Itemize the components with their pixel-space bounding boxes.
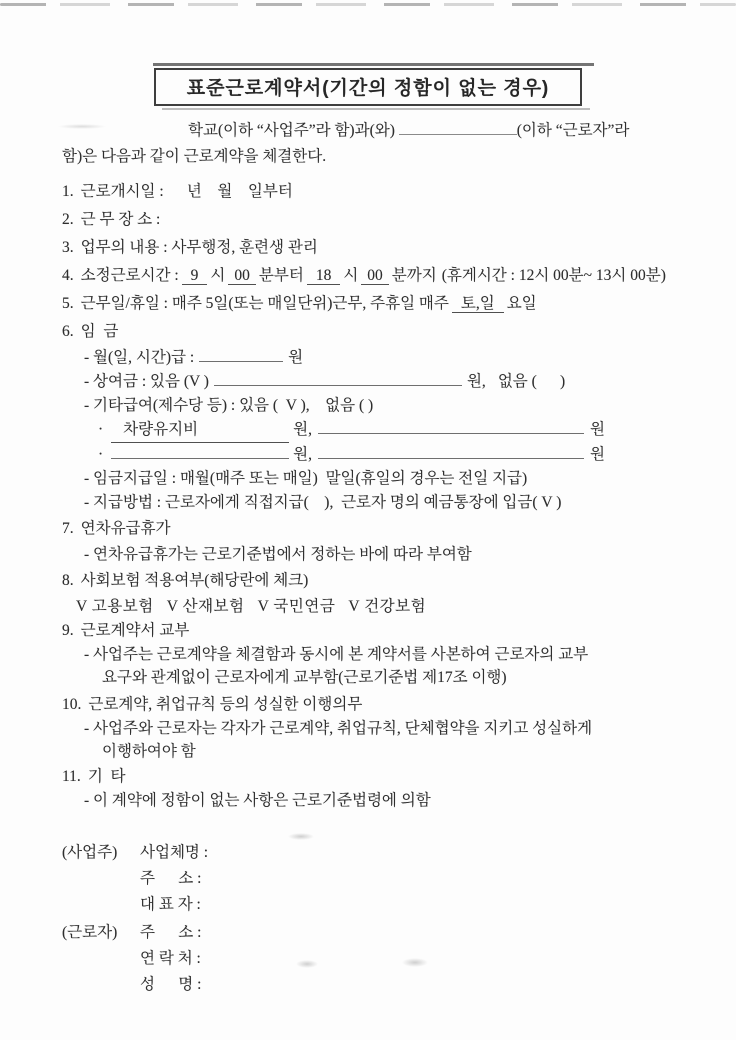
- annual-leave-detail: - 연차유급휴가는 근로기준법에서 정하는 바에 따라 부여함: [84, 546, 472, 563]
- scan-noise: [296, 960, 318, 968]
- spacer: [62, 866, 140, 892]
- end-minute-value: 00: [361, 267, 389, 285]
- employer-representative-label: 대 표 자 :: [140, 896, 201, 913]
- item-number: 9.: [62, 622, 74, 639]
- start-minute-value: 00: [228, 267, 256, 285]
- performance-detail-line-2: 이행하여야 함: [102, 743, 196, 760]
- item-label: 사회보험 적용여부(해당란에 체크): [80, 572, 309, 589]
- item-number: 11.: [62, 768, 81, 785]
- spacer: [62, 946, 140, 972]
- item-label: 근로계약, 취업규칙 등의 성실한 이행의무: [88, 696, 363, 713]
- item-number: 6.: [62, 323, 74, 340]
- item-label: 기 타: [87, 768, 126, 785]
- signature-section: [62, 840, 676, 998]
- employer-signature-row: [62, 840, 676, 866]
- insurance-checklist: V 고용보험 V 산재보험 V 국민연금 V 건강보험: [76, 598, 427, 615]
- allowance-name-value: 차량유지비: [111, 418, 289, 443]
- employer-signature-row: [62, 892, 676, 918]
- item-label: 소정근로시간 :: [80, 267, 179, 284]
- start-hour-value: 9: [182, 267, 208, 285]
- weekly-holiday-value: 토,일: [452, 295, 504, 313]
- item-number: 4.: [62, 267, 74, 284]
- intro-paragraph: [62, 118, 676, 170]
- worker-contact-label: 연 락 처 :: [140, 950, 201, 967]
- bullet-dot: ·: [98, 446, 104, 463]
- worker-signature-row: [62, 972, 676, 998]
- item-number: 5.: [62, 295, 74, 312]
- item-number: 1.: [62, 183, 74, 200]
- wage-other-row: [62, 394, 676, 418]
- wage-method-row: - 지급방법 : 근로자에게 직접지급( ), 근로자 명의 예금통장에 입금( V ): [84, 494, 562, 511]
- spacer: [62, 892, 140, 918]
- intro-line-2: 함)은 다음과 같이 근로계약을 체결한다.: [62, 148, 327, 165]
- row-label: - 상여금 : 있음 (V ): [84, 373, 209, 390]
- employer-signature-row: [62, 866, 676, 892]
- wage-payday-row: - 임금지급일 : 매월(매주 또는 매일) 말일(휴일의 경우는 전일 지급): [84, 470, 528, 487]
- wage-monthly-row: [62, 346, 676, 370]
- unit-from: 분부터: [258, 267, 304, 284]
- item-label: 임 금: [80, 323, 119, 340]
- item-number: 7.: [62, 520, 74, 537]
- allowance-amount-blank: [318, 444, 584, 459]
- employer-address-label: 주 소 :: [140, 870, 202, 887]
- item-wage: [62, 318, 676, 346]
- item-workdays-holiday: [62, 290, 676, 318]
- title-box: [154, 68, 582, 106]
- bullet-dot: ·: [98, 421, 104, 438]
- unit-hour: 시: [343, 267, 359, 284]
- intro-text-worker: (이하 “근로자”라: [516, 122, 630, 139]
- scan-noise: [288, 833, 314, 840]
- intro-text-employer: 학교(이하 “사업주”라 함)과(와): [188, 122, 399, 139]
- scan-artifact-line: [0, 3, 736, 6]
- wage-bonus-row: [62, 370, 676, 394]
- allowance-name-blank: [111, 444, 289, 459]
- performance-detail-line-1: - 사업주와 근로자는 각자가 근로계약, 취업규칙, 단체협약을 지키고 성실하게: [84, 720, 593, 737]
- document-title: 표준근로계약서(기간의 정함이 없는 경우): [186, 78, 550, 99]
- spacer: [62, 972, 140, 998]
- worker-name-blank: [399, 120, 517, 135]
- bonus-none-option: 없음 ( ): [497, 373, 566, 390]
- intro-line-1: [62, 118, 676, 144]
- allowance-row-2: [62, 443, 676, 467]
- end-hour-value: 18: [307, 267, 341, 285]
- item-workplace: [62, 206, 676, 234]
- contract-items: [62, 178, 676, 812]
- item-text: 업무의 내용 : 사무행정, 훈련생 관리: [80, 239, 318, 256]
- row-label: - 기타급여(제수당 등) : 있음 ( V ), 없음 ( ): [84, 397, 374, 414]
- item-contract-delivery: [62, 619, 676, 643]
- item-etc: [62, 765, 676, 789]
- unit-won: 원,: [466, 373, 486, 390]
- item-social-insurance: [62, 567, 676, 595]
- item-job-description: [62, 234, 676, 262]
- etc-detail: - 이 계약에 정함이 없는 사항은 근로기준법령에 의함: [84, 792, 431, 809]
- item-number: 8.: [62, 572, 74, 589]
- allowance-row-1: [62, 418, 676, 443]
- worker-signature-row: [62, 920, 676, 946]
- row-label: - 월(일, 시간)급 :: [84, 349, 195, 366]
- scan-noise: [58, 124, 106, 129]
- delivery-detail-line-2: 요구와 관계없이 근로자에게 교부함(근로기준법 제17조 이행): [102, 669, 507, 686]
- employer-company-label: 사업체명 :: [140, 844, 209, 861]
- item-faithful-performance: [62, 693, 676, 717]
- worker-address-label: 주 소 :: [140, 924, 202, 941]
- item-number: 3.: [62, 239, 74, 256]
- item-working-hours: [62, 262, 676, 290]
- item-text: 근 무 장 소 :: [80, 211, 161, 228]
- worker-signature-row: [62, 946, 676, 972]
- worker-name-label: 성 명 :: [140, 976, 202, 993]
- unit-hour: 시: [210, 267, 226, 284]
- item-label: 근무일/휴일 : 매주 5일(또는 매일단위)근무, 주휴일 매주: [80, 295, 449, 312]
- unit-won: 원,: [293, 446, 313, 463]
- scan-noise: [402, 958, 428, 967]
- item-text: 근로개시일 : 년 월 일부터: [80, 183, 293, 200]
- worker-tag: (근로자): [62, 924, 118, 941]
- unit-won: 원: [590, 421, 606, 438]
- item-label: 연차유급휴가: [80, 520, 171, 537]
- item-label: 근로계약서 교부: [80, 622, 190, 639]
- delivery-detail-line-1: - 사업주는 근로계약을 체결함과 동시에 본 계약서를 사본하여 근로자의 교부: [84, 646, 589, 663]
- break-time-note: (휴게시간 : 12시 00분~ 13시 00분): [441, 267, 666, 284]
- bonus-amount-blank: [214, 371, 462, 386]
- item-number: 2.: [62, 211, 74, 228]
- unit-until: 분까지: [391, 267, 437, 284]
- item-start-date: [62, 178, 676, 206]
- unit-won: 원,: [293, 421, 313, 438]
- unit-won: 원: [590, 446, 606, 463]
- holiday-suffix: 요일: [506, 295, 537, 312]
- item-annual-leave: [62, 515, 676, 543]
- monthly-wage-blank: [199, 347, 283, 362]
- allowance-amount-blank: [318, 419, 584, 434]
- employer-tag: (사업주): [62, 844, 118, 861]
- item-number: 10.: [62, 696, 82, 713]
- unit-won: 원: [288, 349, 304, 366]
